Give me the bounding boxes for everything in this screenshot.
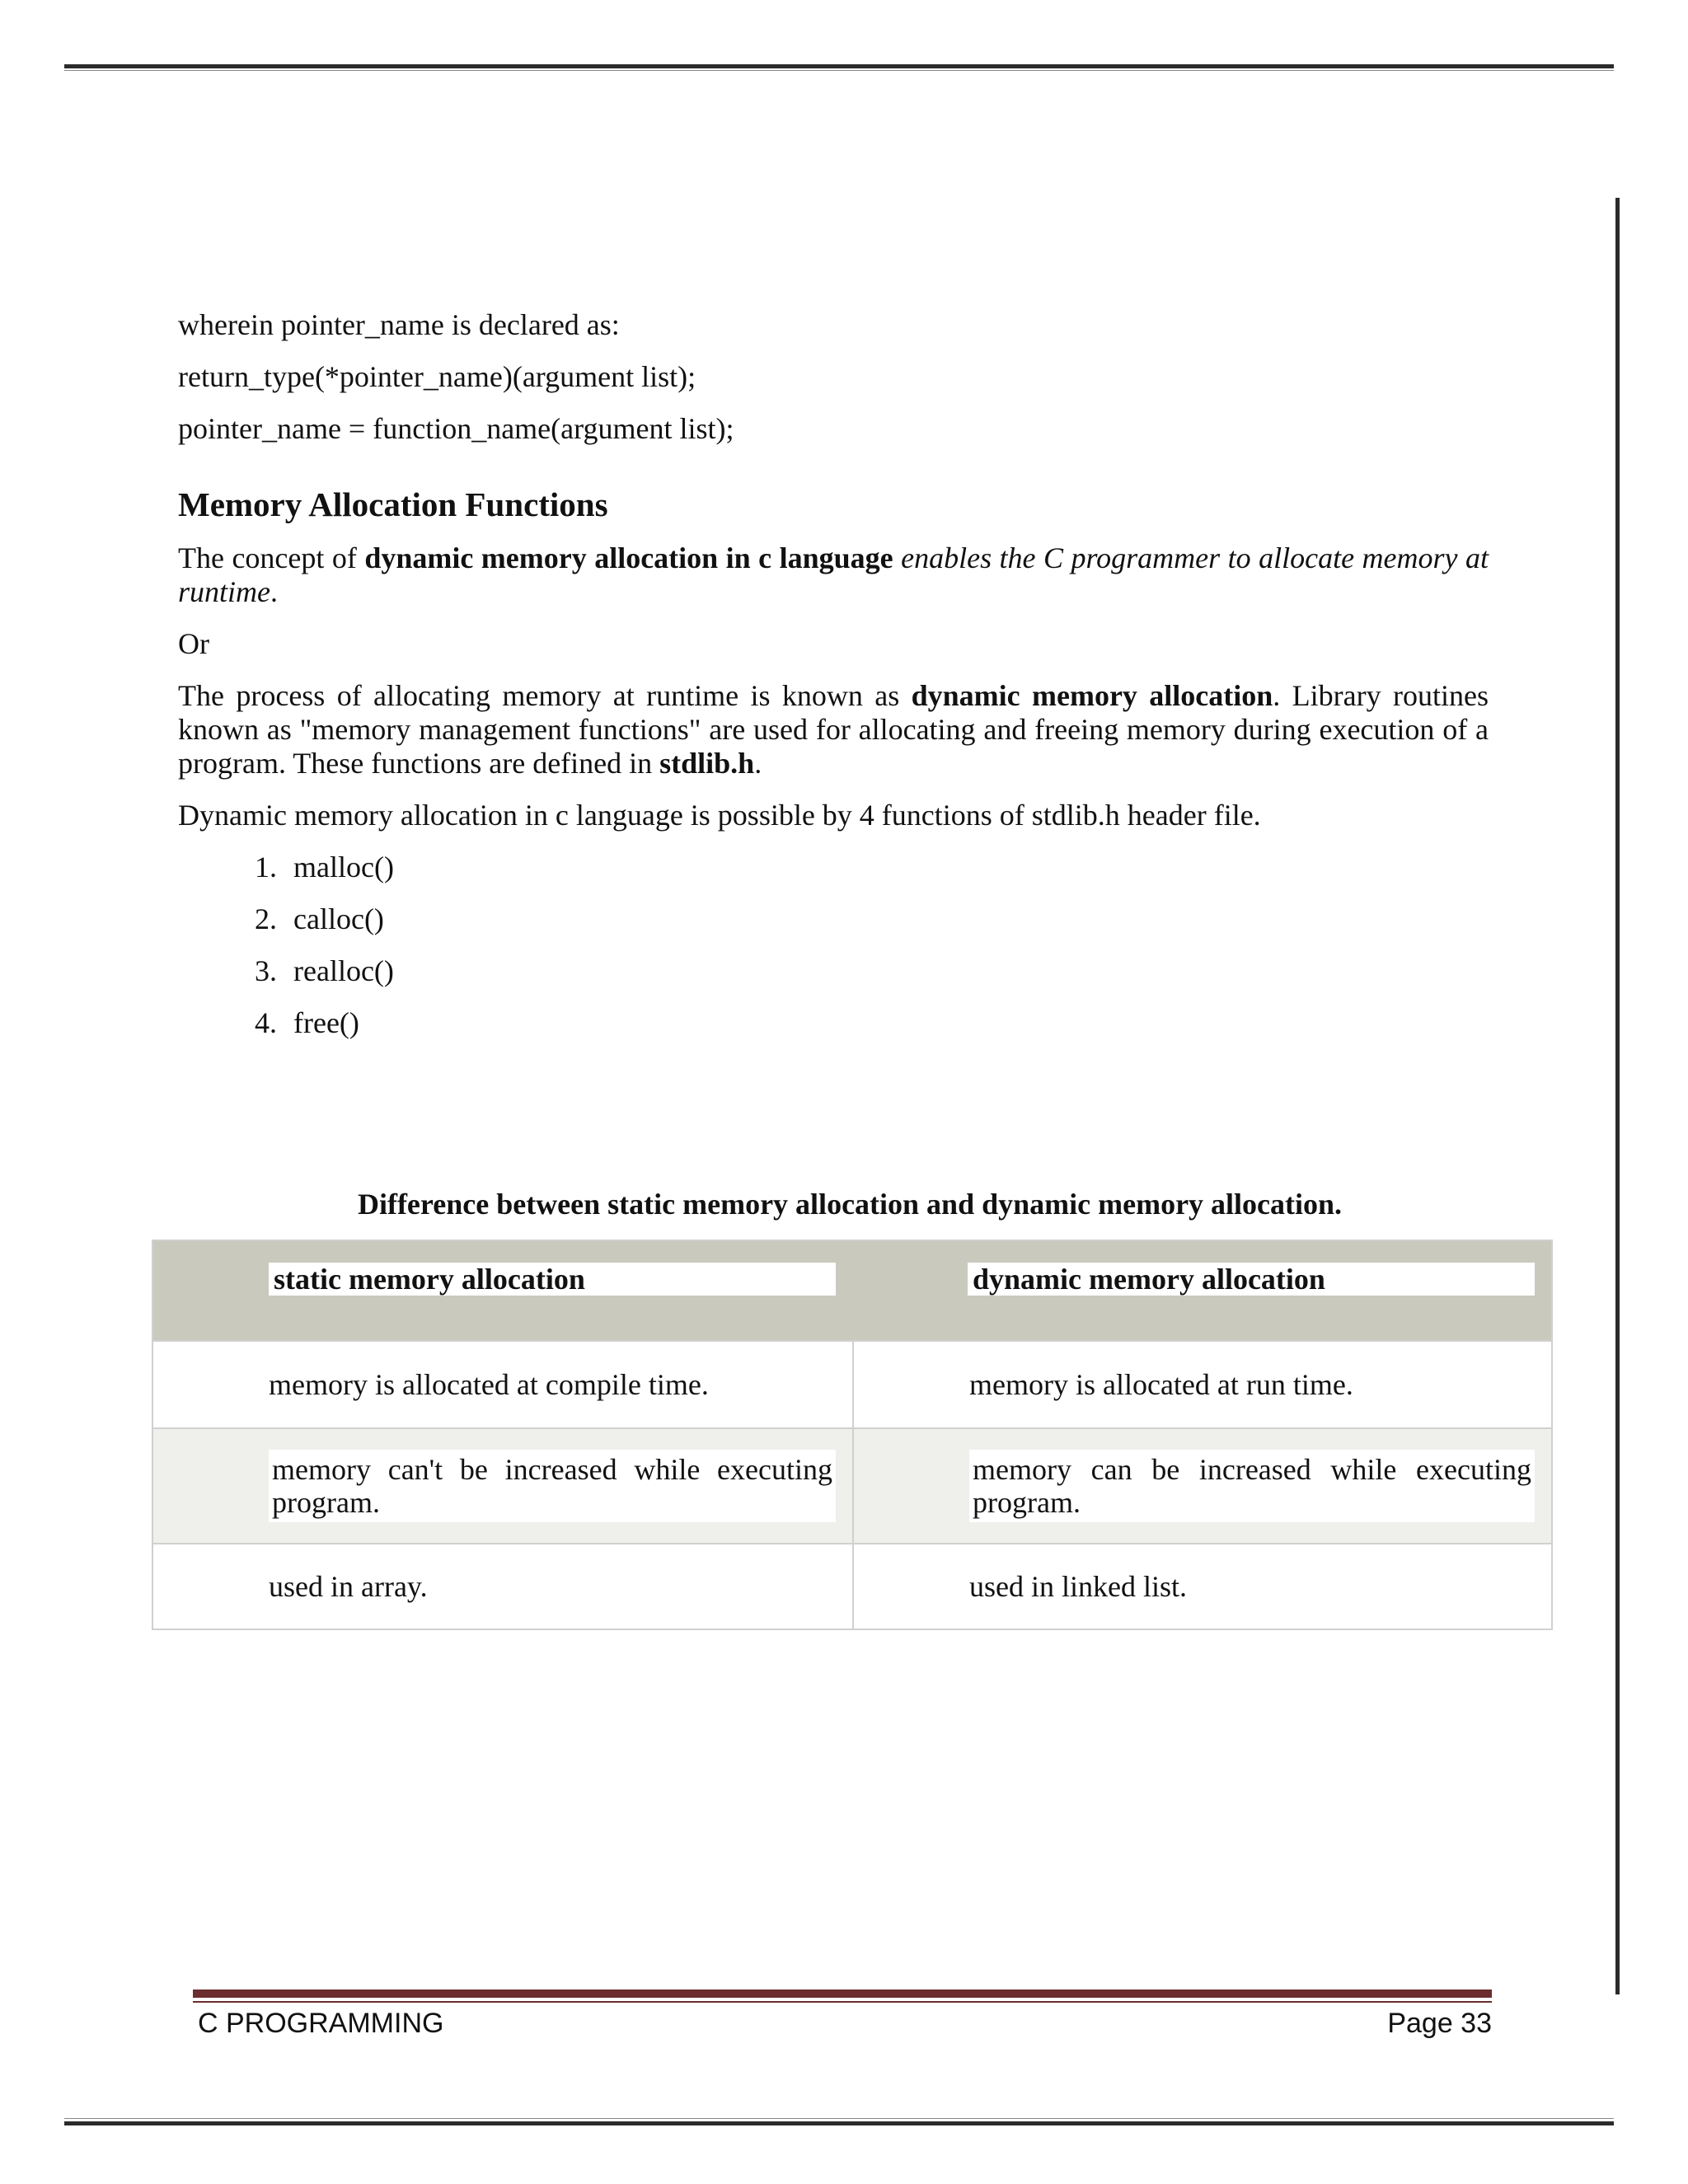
table-cell <box>852 1429 1551 1543</box>
cell-text: memory can't be increased while executing program. <box>269 1450 836 1522</box>
right-rule <box>1615 198 1620 1994</box>
intro-line-3: pointer_name = function_name(argument list); <box>178 412 734 445</box>
bottom-rule-thin <box>64 2118 1614 2119</box>
list-item <box>227 902 1489 936</box>
cell-text: memory can be increased while executing program. <box>969 1450 1535 1522</box>
list-text: free() <box>293 1006 359 1039</box>
list-text: calloc() <box>293 902 384 935</box>
p2-bold2: stdlib.h <box>659 747 755 780</box>
section-heading: Memory Allocation Functions <box>178 485 608 523</box>
p1-start: The concept of <box>178 541 365 574</box>
table-cell <box>153 1342 852 1427</box>
cell-text: memory is allocated at run time. <box>969 1368 1353 1401</box>
footer-title: C PROGRAMMING <box>198 2008 444 2039</box>
paragraph-process <box>178 679 1489 780</box>
list-item <box>227 1006 1489 1040</box>
p2-mid: . Library routines known as "memory management functions" are used for allocating and freeing memory during execution of a program. These functions are defined in <box>178 679 1489 780</box>
comparison-table <box>152 1240 1553 1630</box>
list-number: 1. <box>255 851 277 883</box>
table-row <box>153 1543 1551 1629</box>
list-number: 4. <box>255 1006 277 1039</box>
table-header-cell <box>852 1241 1551 1340</box>
table-header-row <box>153 1241 1551 1340</box>
page-content <box>178 308 1489 1058</box>
p2-bold: dynamic memory allocation <box>911 679 1273 712</box>
footer-rule-thin <box>193 2001 1492 2003</box>
list-number: 3. <box>255 954 277 987</box>
table-cell <box>153 1544 852 1629</box>
list-item <box>227 954 1489 988</box>
header-static: static memory allocation <box>269 1263 836 1296</box>
list-text: malloc() <box>293 851 394 883</box>
table-title: Difference between static memory allocation and dynamic memory allocation. <box>357 1188 1343 1221</box>
cell-text: used in linked list. <box>969 1570 1187 1603</box>
cell-text: memory is allocated at compile time. <box>269 1368 709 1401</box>
cell-text: used in array. <box>269 1570 428 1603</box>
p1-bold: dynamic memory allocation in c language <box>364 541 893 574</box>
p1-italic: enables the C programmer to allocate memory at runtime <box>178 541 1489 608</box>
list-item <box>227 851 1489 884</box>
intro-line-2: return_type(*pointer_name)(argument list); <box>178 360 696 393</box>
top-rule <box>64 64 1614 68</box>
intro-line-1: wherein pointer_name is declared as: <box>178 308 620 341</box>
footer-rule <box>193 1990 1492 1998</box>
paragraph-concept <box>178 541 1489 609</box>
function-list <box>227 851 1489 1040</box>
table-row <box>153 1340 1551 1427</box>
table-header-cell <box>153 1241 852 1340</box>
or-text: Or <box>178 627 209 660</box>
list-text: realloc() <box>293 954 394 987</box>
table-row <box>153 1427 1551 1543</box>
p2-start: The process of allocating memory at runtime is known as <box>178 679 912 712</box>
paragraph-functions: Dynamic memory allocation in c language is possible by 4 functions of stdlib.h header file. <box>178 799 1261 832</box>
p2-end: . <box>754 747 762 780</box>
header-dynamic: dynamic memory allocation <box>968 1263 1535 1296</box>
bottom-rule <box>64 2121 1614 2125</box>
page-number: Page 33 <box>1387 2008 1492 2039</box>
top-rule-thin <box>64 70 1614 71</box>
table-cell <box>852 1342 1551 1427</box>
p1-end: . <box>270 575 278 608</box>
table-cell <box>153 1429 852 1543</box>
list-number: 2. <box>255 902 277 935</box>
table-cell <box>852 1544 1551 1629</box>
